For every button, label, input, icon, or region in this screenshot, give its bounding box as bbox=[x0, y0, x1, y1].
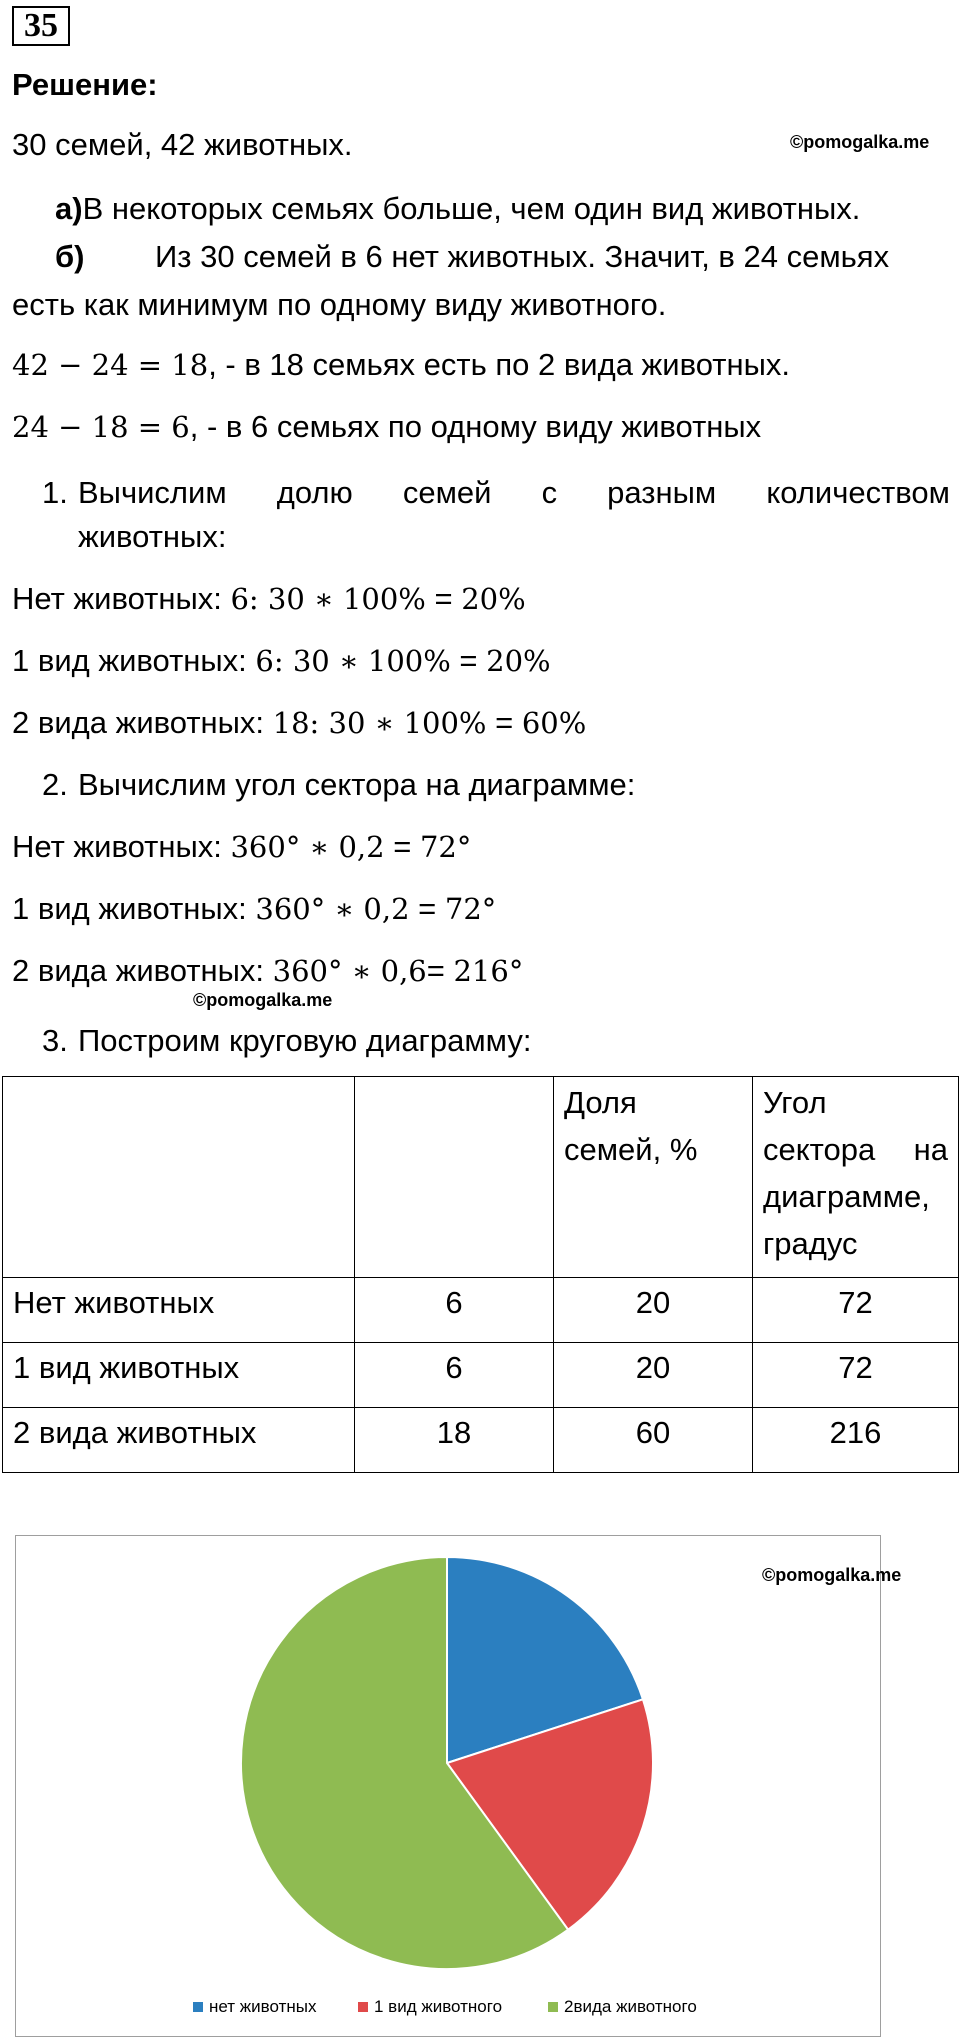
step2-number: 2. bbox=[42, 767, 68, 802]
legend-swatch bbox=[548, 2002, 558, 2012]
task-number: 35 bbox=[12, 6, 70, 46]
step3-number: 3. bbox=[42, 1023, 68, 1058]
legend-swatch bbox=[193, 2002, 203, 2012]
share-label: 2 вида животных: bbox=[12, 705, 273, 740]
row-count: 18 bbox=[355, 1408, 554, 1473]
watermark-middle: ©pomogalka.me bbox=[193, 990, 333, 1010]
angle-math: 360° ∗ 0,2 bbox=[230, 830, 385, 864]
header-share-line: Доля bbox=[564, 1085, 637, 1120]
legend-item-none bbox=[193, 1997, 316, 2017]
row-angle: 72 bbox=[753, 1278, 959, 1343]
step1-number: 1. bbox=[42, 475, 68, 510]
legend-label: 1 вид животного bbox=[374, 1997, 503, 2016]
angle-math: 360° ∗ 0,2 bbox=[255, 892, 410, 926]
share-math: 6: 30 ∗ 100% bbox=[255, 644, 451, 678]
row-count: 6 bbox=[355, 1278, 554, 1343]
calc2-text: , - в 6 семьях по одному виду животных bbox=[189, 409, 762, 444]
share-math: 18: 30 ∗ 100% bbox=[272, 706, 487, 740]
row-name: 2 вида животных bbox=[3, 1408, 355, 1473]
step1-word: долю bbox=[276, 475, 353, 510]
legend-item-one bbox=[358, 1997, 502, 2017]
angle-result: 72° bbox=[444, 892, 497, 926]
part-b-text-line1: Из 30 семей в 6 нет животных. Значит, в 24 семьях bbox=[155, 239, 890, 274]
angle-eq: = bbox=[409, 891, 445, 926]
legend-item-two bbox=[548, 1997, 697, 2017]
legend-label: 2вида животного bbox=[564, 1997, 697, 2016]
share-result: 60% bbox=[521, 706, 587, 740]
calc2-math: 24 − 18 = 6 bbox=[12, 410, 190, 444]
angle-label: Нет животных: bbox=[12, 829, 231, 864]
header-angle-line: Угол bbox=[763, 1085, 827, 1120]
step1-word: количеством bbox=[766, 475, 950, 510]
legend-label: нет животных bbox=[209, 1997, 317, 2016]
watermark-top: ©pomogalka.me bbox=[790, 132, 930, 152]
row-count: 6 bbox=[355, 1343, 554, 1408]
step1-line2: животных: bbox=[78, 519, 227, 554]
part-b-label: б) bbox=[55, 239, 85, 274]
legend-swatch bbox=[358, 2002, 368, 2012]
row-name: Нет животных bbox=[3, 1278, 355, 1343]
share-eq: = bbox=[450, 643, 487, 678]
row-share: 20 bbox=[554, 1278, 753, 1343]
row-name: 1 вид животных bbox=[3, 1343, 355, 1408]
part-b-text-line2: есть как минимум по одному виду животного. bbox=[12, 287, 667, 322]
solution-heading: Решение: bbox=[12, 67, 158, 102]
angle-result: 216° bbox=[453, 954, 524, 988]
angle-label: 2 вида животных: bbox=[12, 953, 273, 988]
share-label: 1 вид животных: bbox=[12, 643, 256, 678]
step1-word: разным bbox=[607, 475, 717, 510]
header-share-line: семей, % bbox=[564, 1132, 698, 1167]
share-result: 20% bbox=[461, 582, 526, 616]
header-angle-word: сектора bbox=[763, 1132, 876, 1167]
share-eq: = bbox=[425, 581, 462, 616]
share-result: 20% bbox=[486, 644, 551, 678]
header-angle-word: на bbox=[913, 1132, 948, 1167]
part-a-label: а) bbox=[55, 191, 83, 226]
angle-math: 360° ∗ 0,6 bbox=[272, 954, 427, 988]
share-label: Нет животных: bbox=[12, 581, 231, 616]
angle-eq: = bbox=[384, 829, 420, 864]
share-math: 6: 30 ∗ 100% bbox=[230, 582, 426, 616]
row-angle: 72 bbox=[753, 1343, 959, 1408]
angle-eq: = bbox=[426, 953, 454, 988]
watermark-chart: ©pomogalka.me bbox=[762, 1565, 902, 1585]
step2-text: Вычислим угол сектора на диаграмме: bbox=[78, 767, 636, 802]
step1-word: Вычислим bbox=[78, 475, 227, 510]
share-eq: = bbox=[486, 705, 522, 740]
calc1-math: 42 − 24 = 18 bbox=[12, 348, 209, 382]
row-share: 60 bbox=[554, 1408, 753, 1473]
calc1-text: , - в 18 семьях есть по 2 вида животных. bbox=[208, 347, 790, 382]
angle-label: 1 вид животных: bbox=[12, 891, 256, 926]
row-share: 20 bbox=[554, 1343, 753, 1408]
step1-word: семей bbox=[402, 475, 492, 510]
angle-result: 72° bbox=[419, 830, 472, 864]
step1-word: с bbox=[541, 475, 558, 510]
step3-text: Построим круговую диаграмму: bbox=[78, 1023, 532, 1058]
part-a-text: В некоторых семьях больше, чем один вид животных. bbox=[82, 191, 861, 226]
header-angle-line: диаграмме, bbox=[763, 1179, 930, 1214]
row-angle: 216 bbox=[753, 1408, 959, 1473]
header-angle-line: градус bbox=[763, 1226, 858, 1261]
given-line: 30 семей, 42 животных. bbox=[12, 127, 353, 162]
